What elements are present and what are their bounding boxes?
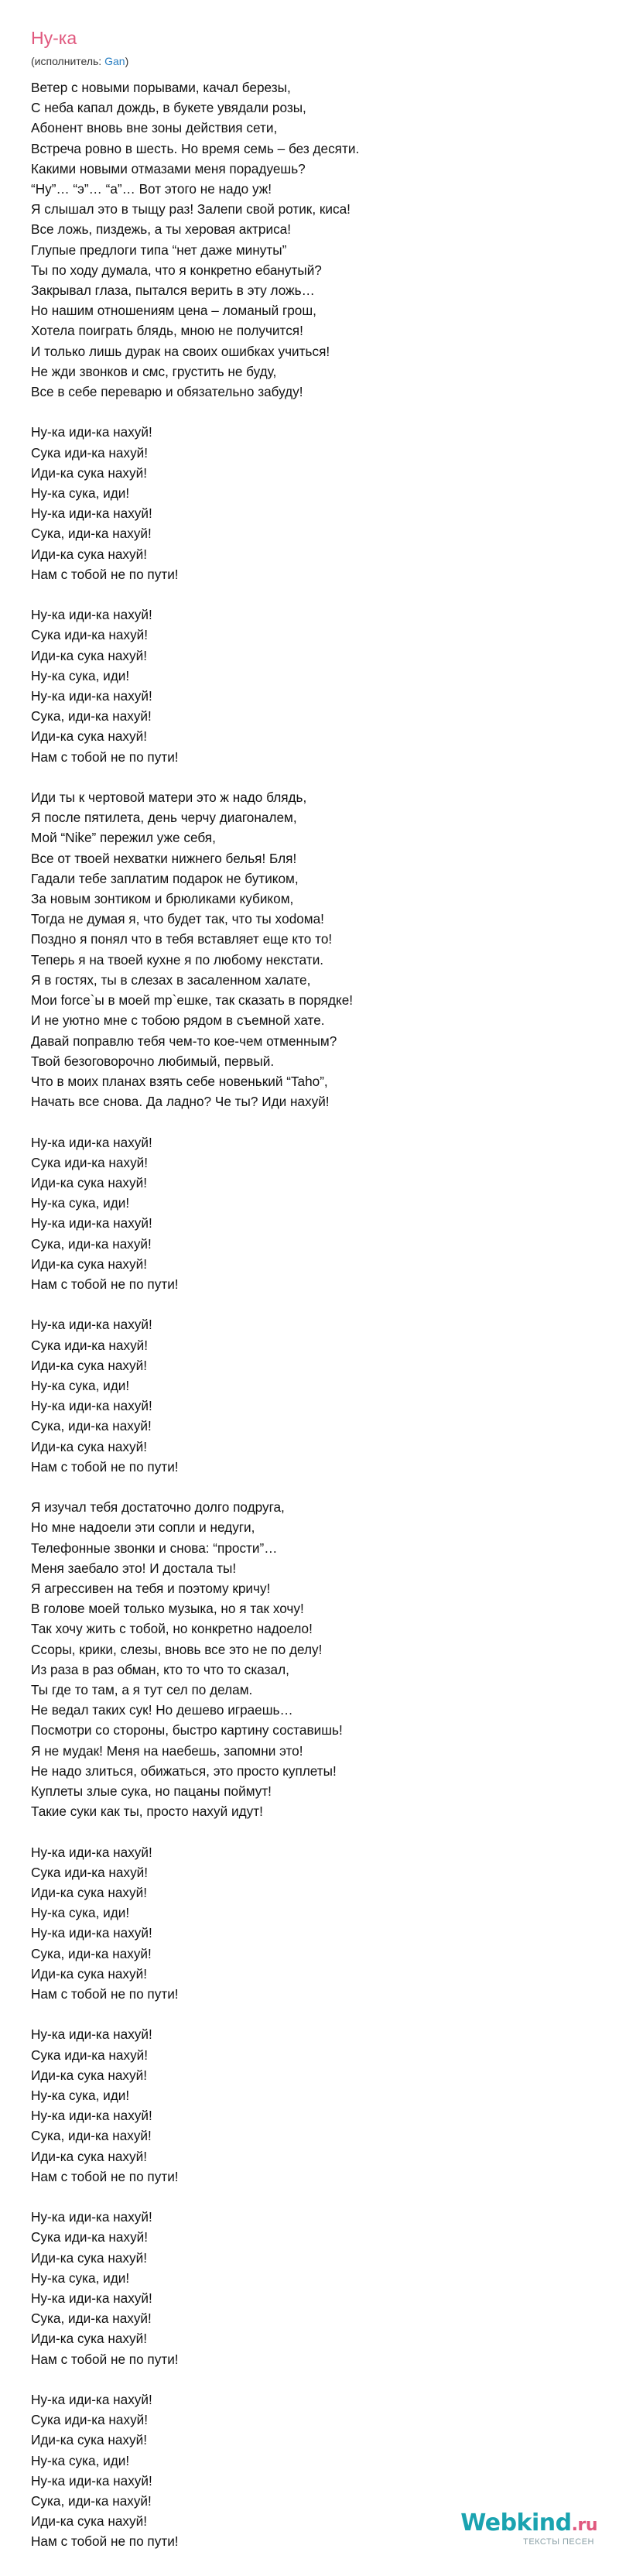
lyric-line: Иди-ка сука нахуй!	[31, 1357, 147, 1373]
lyric-line: Ну-ка сука, иди!	[31, 2269, 130, 2286]
logo-wordmark	[460, 2510, 597, 2539]
lyric-line: Хотела поиграть блядь, мною не получится!	[31, 323, 303, 339]
lyric-line: Иди-ка сука нахуй!	[31, 1174, 147, 1190]
lyric-line: За новым зонтиком и брюликами кубиком,	[31, 891, 294, 907]
lyric-line: Ну-ка иди-ка нахуй!	[31, 1844, 152, 1860]
lyric-line: Теперь я на твоей кухне я по любому некстати.	[31, 951, 324, 968]
lyrics-stanza	[31, 2024, 588, 2187]
lyric-line: Не надо злиться, обижаться, это просто куплеты!	[31, 1762, 337, 1779]
lyric-line: Нам с тобой не по пути!	[31, 566, 179, 582]
lyric-line: Сука, иди-ка нахуй!	[31, 1418, 152, 1434]
logo-tld: .ru	[571, 2516, 597, 2535]
lyric-line: Ну-ка сука, иди!	[31, 1905, 130, 1921]
lyrics-body	[31, 77, 588, 2572]
lyric-line: Встреча ровно в шесть. Но время семь – без десяти.	[31, 140, 360, 156]
lyric-line: Посмотри со стороны, быстро картину составишь!	[31, 1722, 343, 1738]
lyric-line: Иди-ка сука нахуй!	[31, 728, 147, 745]
lyric-line: Не жди звонков и смс, грустить не буду,	[31, 363, 277, 379]
lyric-line: И не уютно мне с тобою рядом в съемной хате.	[31, 1012, 325, 1029]
lyric-line: Ну-ка иди-ка нахуй!	[31, 1134, 152, 1150]
lyric-line: Иди ты к чертовой матери это ж надо блядь,	[31, 790, 307, 806]
lyric-line: Твой безоговорочно любимый, первый.	[31, 1053, 275, 1069]
lyric-line: Начать все снова. Да ладно? Че ты? Иди нахуй!	[31, 1094, 330, 1110]
lyric-line: Ну-ка иди-ка нахуй!	[31, 2290, 152, 2306]
lyric-line: Мои force`ы в моей mp`ешке, так сказать в порядке!	[31, 992, 354, 1009]
lyric-line: Иди-ка сука нахуй!	[31, 464, 147, 481]
performer-link[interactable]: Gan	[104, 55, 125, 67]
song-title: Ну-ка	[31, 28, 77, 48]
lyrics-stanza	[31, 1132, 588, 1295]
lyric-line: Так хочу жить с тобой, но конкретно надоело!	[31, 1621, 313, 1637]
lyric-line: Сука, иди-ка нахуй!	[31, 1235, 152, 1252]
lyric-line: Иди-ка сука нахуй!	[31, 2249, 147, 2266]
lyric-line: Нам с тобой не по пути!	[31, 2351, 179, 2367]
lyric-line: Меня заебало это! И достала ты!	[31, 1560, 237, 1576]
lyric-line: Ну-ка иди-ка нахуй!	[31, 1215, 152, 1231]
lyric-line: Нам с тобой не по пути!	[31, 2168, 179, 2184]
lyric-line: Иди-ка сука нахуй!	[31, 546, 147, 562]
lyric-line: Я в гостях, ты в слезах в засаленном халате,	[31, 971, 311, 988]
lyric-line: Я после пятилета, день черчу диагоналем,	[31, 810, 297, 826]
lyrics-stanza	[31, 1314, 588, 1477]
lyrics-stanza	[31, 422, 588, 584]
lyric-line: “Ну”… “э”… “а”… Вот этого не надо уж!	[31, 181, 272, 197]
lyric-line: Сука, иди-ка нахуй!	[31, 2493, 152, 2509]
lyric-line: Иди-ка сука нахуй!	[31, 647, 147, 663]
lyric-line: Ну-ка иди-ка нахуй!	[31, 1398, 152, 1414]
lyric-line: Сука иди-ка нахуй!	[31, 627, 149, 643]
lyric-line: Телефонные звонки и снова: “прости”…	[31, 1540, 278, 1556]
lyric-line: Сука иди-ка нахуй!	[31, 2412, 149, 2428]
lyric-line: Я слышал это в тыщу раз! Залепи свой ротик, киса!	[31, 201, 351, 218]
lyric-line: Я не мудак! Меня на наебешь, запомни это!	[31, 1742, 303, 1759]
lyric-line: Гадали тебе заплатим подарок не бутиком,	[31, 870, 299, 886]
lyric-line: Нам с тобой не по пути!	[31, 1458, 179, 1475]
lyric-line: Иди-ка сука нахуй!	[31, 2148, 147, 2164]
lyric-line: С неба капал дождь, в букете увядали розы,	[31, 100, 306, 116]
lyric-line: Но нашим отношениям цена – ломаный грош,	[31, 303, 316, 319]
lyrics-stanza	[31, 1842, 588, 2005]
lyric-line: В голове моей только музыка, но я так хочу!	[31, 1601, 304, 1617]
lyric-line: Какими новыми отмазами меня порадуешь?	[31, 160, 306, 176]
logo-main-text: Webkind	[460, 2509, 572, 2537]
lyrics-stanza	[31, 77, 588, 402]
lyric-line: Тогда не думая я, что будет так, что ты хodoма!	[31, 911, 324, 927]
lyric-line: Сука, иди-ка нахуй!	[31, 2311, 152, 2327]
lyric-line: Ну-ка иди-ка нахуй!	[31, 2026, 152, 2043]
lyric-line: Иди-ка сука нахуй!	[31, 1255, 147, 1272]
lyric-line: Иди-ка сука нахуй!	[31, 1965, 147, 1982]
lyric-line: Ну-ка иди-ка нахуй!	[31, 2209, 152, 2225]
lyric-line: Сука иди-ка нахуй!	[31, 1864, 149, 1880]
lyric-line: Сука, иди-ка нахуй!	[31, 1945, 152, 1961]
lyric-line: Ну-ка иди-ка нахуй!	[31, 1317, 152, 1333]
lyric-line: Нам с тобой не по пути!	[31, 1985, 179, 2002]
lyric-line: Абонент вновь вне зоны действия сети,	[31, 120, 278, 136]
lyric-line: Нам с тобой не по пути!	[31, 748, 179, 765]
lyric-line: Ну-ка сука, иди!	[31, 485, 130, 502]
lyrics-stanza	[31, 1497, 588, 1821]
lyric-line: Все ложь, пиздежь, а ты херовая актриса!	[31, 221, 292, 238]
lyric-line: Сука иди-ка нахуй!	[31, 444, 149, 461]
lyric-line: Давай поправлю тебя чем-то кое-чем отменным?	[31, 1033, 337, 1049]
lyric-line: Иди-ка сука нахуй!	[31, 2067, 147, 2083]
lyric-line: Куплеты злые сука, но пацаны поймут!	[31, 1783, 272, 1799]
lyric-line: Ну-ка иди-ка нахуй!	[31, 688, 152, 704]
lyric-line: Из раза в раз обман, кто то что то сказал,	[31, 1661, 289, 1677]
lyric-line: Ну-ка иди-ка нахуй!	[31, 424, 152, 440]
lyric-line: Сука иди-ка нахуй!	[31, 2047, 149, 2063]
lyric-line: Ты по ходу думала, что я конкретно ебанутый?	[31, 262, 322, 278]
lyric-line: Ссоры, крики, слезы, вновь все это не по делу!	[31, 1641, 323, 1657]
lyric-line: Иди-ка сука нахуй!	[31, 2331, 147, 2347]
lyric-line: Ну-ка иди-ка нахуй!	[31, 2108, 152, 2124]
lyric-line: Иди-ка сука нахуй!	[31, 1438, 147, 1454]
lyric-line: Сука, иди-ка нахуй!	[31, 2128, 152, 2144]
lyric-line: Все в себе переварю и обязательно забуду!	[31, 384, 303, 400]
lyric-line: Я изучал тебя достаточно долго подруга,	[31, 1499, 285, 1516]
lyric-line: Мой “Nike” пережил уже себя,	[31, 830, 216, 846]
lyric-line: Глупые предлоги типа “нет даже минуты”	[31, 242, 287, 258]
logo-tagline: ТЕКСТЫ ПЕСЕН	[523, 2537, 594, 2547]
lyric-line: Сука иди-ка нахуй!	[31, 1337, 149, 1353]
lyric-line: Что в моих планах взять себе новенький “Taho”,	[31, 1073, 328, 1089]
lyric-line: Ну-ка сука, иди!	[31, 667, 130, 683]
lyric-line: Закрывал глаза, пытался верить в эту ложь…	[31, 283, 315, 299]
lyric-line: Я агрессивен на тебя и поэтому кричу!	[31, 1580, 271, 1596]
lyric-line: Иди-ка сука нахуй!	[31, 2432, 147, 2448]
lyric-line: Иди-ка сука нахуй!	[31, 1884, 147, 1900]
lyric-line: Ветер с новыми порывами, качал березы,	[31, 80, 291, 95]
performer-line	[31, 54, 128, 68]
lyric-line: Ну-ка сука, иди!	[31, 1195, 130, 1211]
lyric-line: Сука, иди-ка нахуй!	[31, 708, 152, 724]
lyric-line: И только лишь дурак на своих ошибках учиться!	[31, 343, 330, 359]
lyrics-stanza	[31, 787, 588, 1112]
site-logo[interactable]	[460, 2510, 597, 2547]
lyric-line: Все от твоей нехватки нижнего белья! Бля!	[31, 850, 297, 866]
lyric-line: Ну-ка иди-ка нахуй!	[31, 2392, 152, 2407]
lyric-line: Такие суки как ты, просто нахуй идут!	[31, 1804, 263, 1820]
lyric-line: Не ведал таких сук! Но дешево играешь…	[31, 1702, 293, 1718]
lyric-line: Поздно я понял что в тебя вставляет еще кто то!	[31, 931, 333, 947]
performer-prefix: (исполнитель:	[31, 55, 105, 67]
lyric-line: Иди-ка сука нахуй!	[31, 2513, 147, 2530]
performer-suffix: )	[125, 55, 129, 67]
lyric-line: Ты где то там, а я тут сел по делам.	[31, 1681, 253, 1697]
lyric-line: Сука, иди-ка нахуй!	[31, 526, 152, 542]
lyric-line: Сука иди-ка нахуй!	[31, 2229, 149, 2245]
lyric-line: Ну-ка сука, иди!	[31, 2087, 130, 2103]
lyric-line: Сука иди-ка нахуй!	[31, 1154, 149, 1170]
lyric-line: Нам с тобой не по пути!	[31, 1276, 179, 1292]
lyrics-stanza	[31, 605, 588, 767]
lyric-line: Ну-ка сука, иди!	[31, 2452, 130, 2468]
lyrics-stanza	[31, 2207, 588, 2369]
lyric-line: Нам с тобой не по пути!	[31, 2533, 179, 2550]
lyric-line: Ну-ка сука, иди!	[31, 1377, 130, 1393]
lyric-line: Ну-ка иди-ка нахуй!	[31, 2472, 152, 2489]
lyric-line: Ну-ка иди-ка нахуй!	[31, 505, 152, 522]
lyric-line: Ну-ка иди-ка нахуй!	[31, 607, 152, 623]
lyric-line: Но мне надоели эти сопли и недуги,	[31, 1519, 255, 1536]
lyric-line: Ну-ка иди-ка нахуй!	[31, 1925, 152, 1941]
